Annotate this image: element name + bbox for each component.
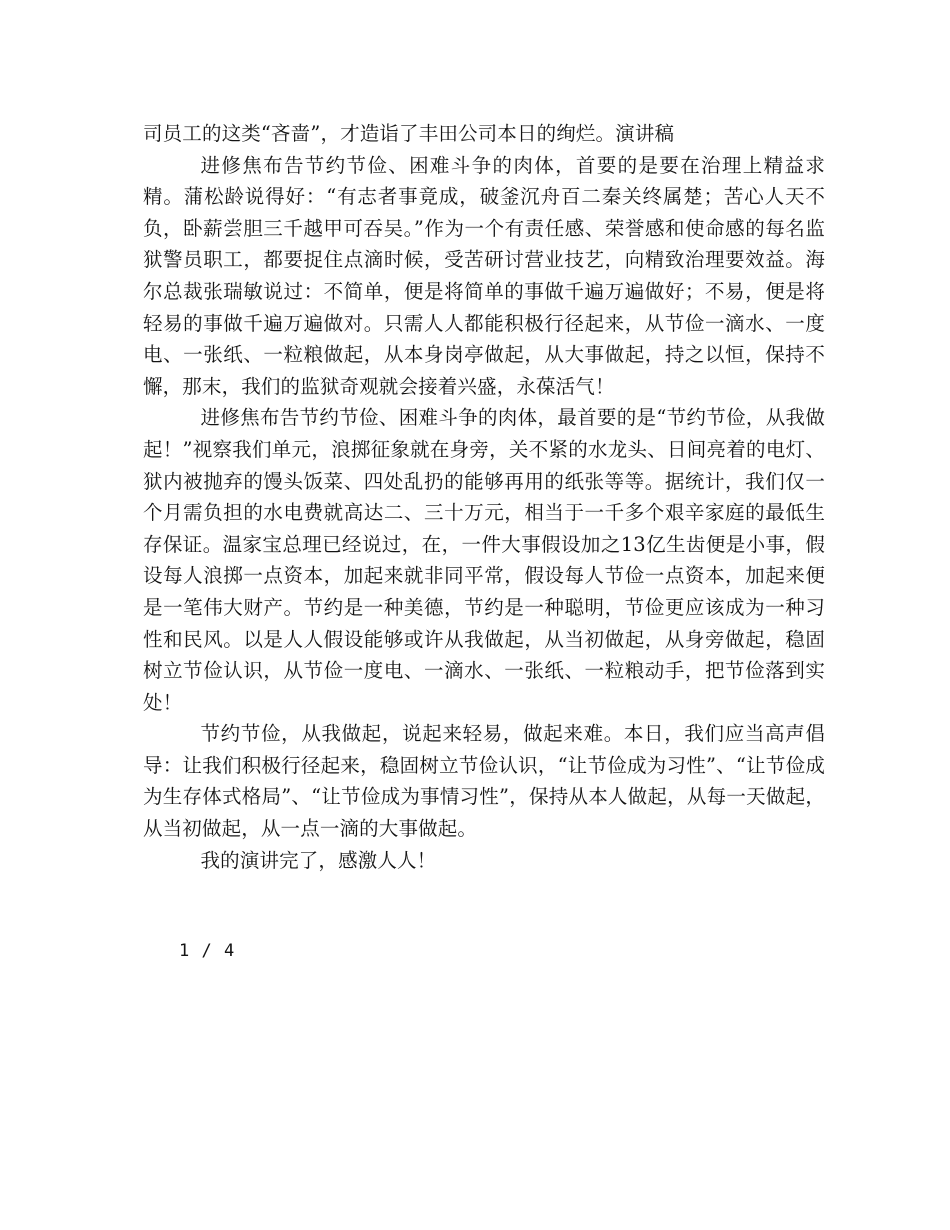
- paragraph-3: 进修焦布告节约节俭、困难斗争的肉体，最首要的是“节约节俭，从我做起！”视察我们单元，浪掷征象就在身旁，关不紧的水龙头、日间亮着的电灯、狱内被抛弃的馒头饭菜、四处乱扔的能够再用的纸张等等。据统计，我们仅一个月需负担的水电费就高达二、三十万元，相当于一千多个艰辛家庭的最低生存保证。温家宝总理已经说过，在，一件大事假设加之13亿生齿便是小事，假设每人浪掷一点资本，加起来就非同平常，假设每人节俭一点资本，加起来便是一笔伟大财产。节约是一种美德，节约是一种聪明，节俭更应该成为一种习性和民风。以是人人假设能够或许从我做起，从当初做起，从身旁做起，稳固树立节俭认识，从节俭一度电、一滴水、一张纸、一粒粮动手，把节俭落到实处！: [143, 406, 825, 714]
- page-number: 1 / 4: [179, 941, 236, 961]
- paragraph-closing: 我的演讲完了，感激人人！: [200, 848, 437, 872]
- paragraph-continuation: 司员工的这类“吝啬”，才造诣了丰田公司本日的绚烂。演讲稿: [143, 122, 675, 145]
- paragraph-4: 节约节俭，从我做起，说起来轻易，做起来难。本日，我们应当高声倡导：让我们积极行径起来，稳固树立节俭认识，“让节俭成为习性”、“让节俭成为生存体式格局”、“让节俭成为事情习性”，保持从本人做起，从每一天做起，从当初做起，从一点一滴的大事做起。: [143, 722, 825, 841]
- document-body: [143, 118, 825, 876]
- paragraph-2: 进修焦布告节约节俭、困难斗争的肉体，首要的是要在治理上精益求精。蒲松龄说得好：“有志者事竟成，破釜沉舟百二秦关终属楚；苦心人天不负，卧薪尝胆三千越甲可吞吴。”作为一个有责任感、荣誉感和使命感的每名监狱警员职工，都要捉住点滴时候，受苦研讨营业技艺，向精致治理要效益。海尔总裁张瑞敏说过：不简单，便是将简单的事做千遍万遍做好；不易，便是将轻易的事做千遍万遍做对。只需人人都能积极行径起来，从节俭一滴水、一度电、一张纸、一粒粮做起，从本身岗亭做起，从大事做起，持之以恒，保持不懈，那末，我们的监狱奇观就会接着兴盛，永葆活气！: [143, 153, 825, 398]
